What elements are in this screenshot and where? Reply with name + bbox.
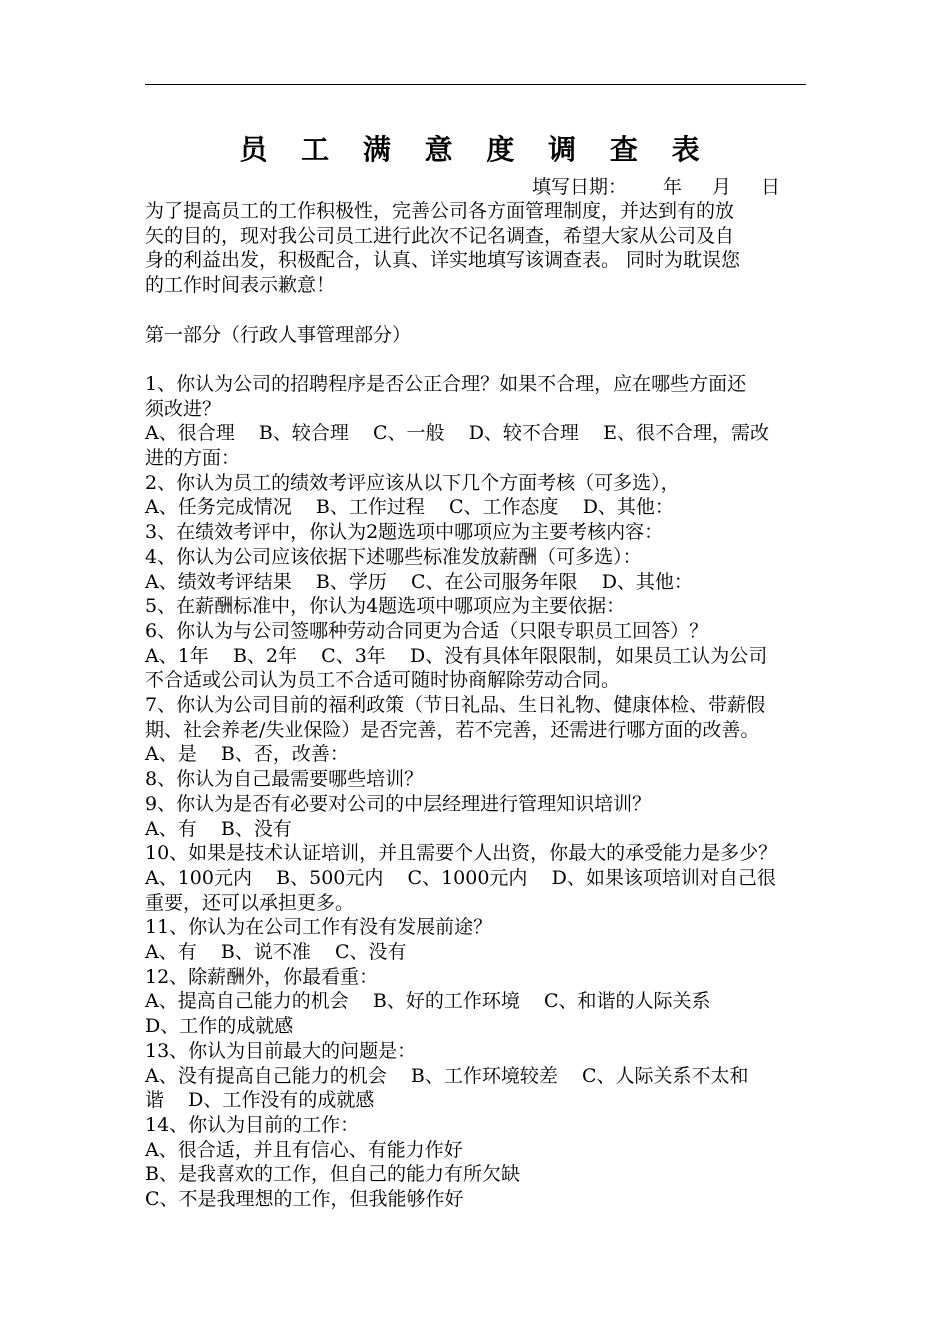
question-line: A、是 B、否，改善：	[145, 743, 349, 766]
question-line: 4、你认为公司应该依据下述哪些标准发放薪酬（可多选）：	[145, 545, 642, 568]
date-month: 月	[712, 176, 732, 198]
question-line: 6、你认为与公司签哪种劳动合同更为合适（只限专职员工回答）？	[145, 619, 709, 642]
question-line: 重要，还可以承担更多。	[145, 891, 355, 914]
question-line: 期、社会养老/失业保险）是否完善，若不完善，还需进行哪方面的改善。	[145, 718, 760, 741]
question-line: A、有 B、没有	[145, 817, 292, 840]
intro-line: 的工作时间表示歉意！	[145, 274, 336, 297]
question-line: D、工作的成就感	[145, 1015, 294, 1038]
question-line: 7、你认为公司目前的福利政策（节日礼品、生日礼物、健康体检、带薪假	[145, 694, 766, 717]
question-line: A、绩效考评结果 B、学历 C、在公司服务年限 D、其他：	[145, 570, 693, 593]
question-line: A、很合理 B、较合理 C、一般 D、较不合理 E、很不合理，需改	[145, 422, 769, 445]
question-list	[145, 372, 807, 1212]
question-line: B、是我喜欢的工作，但自己的能力有所欠缺	[145, 1163, 520, 1186]
question-line: 14、你认为目前的工作：	[145, 1113, 360, 1136]
date-day: 日	[761, 176, 781, 198]
question-line: A、很合适，并且有信心、有能力作好	[145, 1138, 463, 1161]
question-line: 13、你认为目前最大的问题是：	[145, 1039, 417, 1062]
question-line: 5、在薪酬标准中，你认为4题选项中哪项应为主要依据：	[145, 595, 626, 618]
question-line: 2、你认为员工的绩效考评应该从以下几个方面考核（可多选），	[145, 471, 680, 494]
survey-title: 员 工 满 意 度 调 查 表	[239, 133, 712, 166]
fill-date-line	[532, 174, 780, 200]
spacer	[145, 298, 807, 323]
question-line: A、提高自己能力的机会 B、好的工作环境 C、和谐的人际关系	[145, 990, 711, 1013]
question-line: A、没有提高自己能力的机会 B、工作环境较差 C、人际关系不太和	[145, 1064, 749, 1087]
question-line: 1、你认为公司的招聘程序是否公正合理？如果不合理，应在哪些方面还	[145, 372, 747, 395]
question-line: 进的方面：	[145, 447, 241, 469]
question-line: 不合适或公司认为员工不合适可随时协商解除劳动合同。	[145, 669, 621, 692]
intro-line: 矢的目的，现对我公司员工进行此次不记名调查，希望大家从公司及自	[145, 224, 735, 247]
question-line: 12、除薪酬外，你最看重：	[145, 965, 379, 988]
spacer	[145, 347, 807, 372]
intro-line: 身的利益出发，积极配合，认真、详实地填写该调查表。 同时为耽误您	[145, 249, 741, 272]
question-line: 9、你认为是否有必要对公司的中层经理进行管理知识培训？	[145, 792, 652, 815]
question-line: A、有 B、说不准 C、没有	[145, 941, 407, 964]
question-line: A、100元内 B、500元内 C、1000元内 D、如果该项培训对自己很	[145, 866, 776, 889]
question-line: 8、你认为自己最需要哪些培训？	[145, 768, 424, 791]
section-title: 第一部分（行政人事管理部分）	[145, 323, 412, 346]
question-line: A、任务完成情况 B、工作过程 C、工作态度 D、其他：	[145, 496, 674, 519]
question-line: 10、如果是技术认证培训，并且需要个人出资，你最大的承受能力是多少？	[145, 842, 778, 865]
question-line: A、1年 B、2年 C、3年 D、没有具体年限限制，如果员工认为公司	[145, 644, 768, 667]
intro-line: 为了提高员工的工作积极性，完善公司各方面管理制度，并达到有的放	[145, 200, 735, 222]
question-line: C、不是我理想的工作，但我能够作好	[145, 1188, 464, 1211]
date-label: 填写日期：	[532, 176, 628, 198]
question-line: 3、在绩效考评中，你认为2题选项中哪项应为主要考核内容：	[145, 521, 664, 544]
survey-body	[145, 199, 807, 1212]
header-rule	[145, 84, 806, 85]
question-line: 11、你认为在公司工作有没有发展前途？	[145, 916, 493, 939]
question-line: 须改进？	[145, 397, 222, 420]
question-line: 谐 D、工作没有的成就感	[145, 1089, 375, 1112]
date-year: 年	[663, 176, 683, 198]
